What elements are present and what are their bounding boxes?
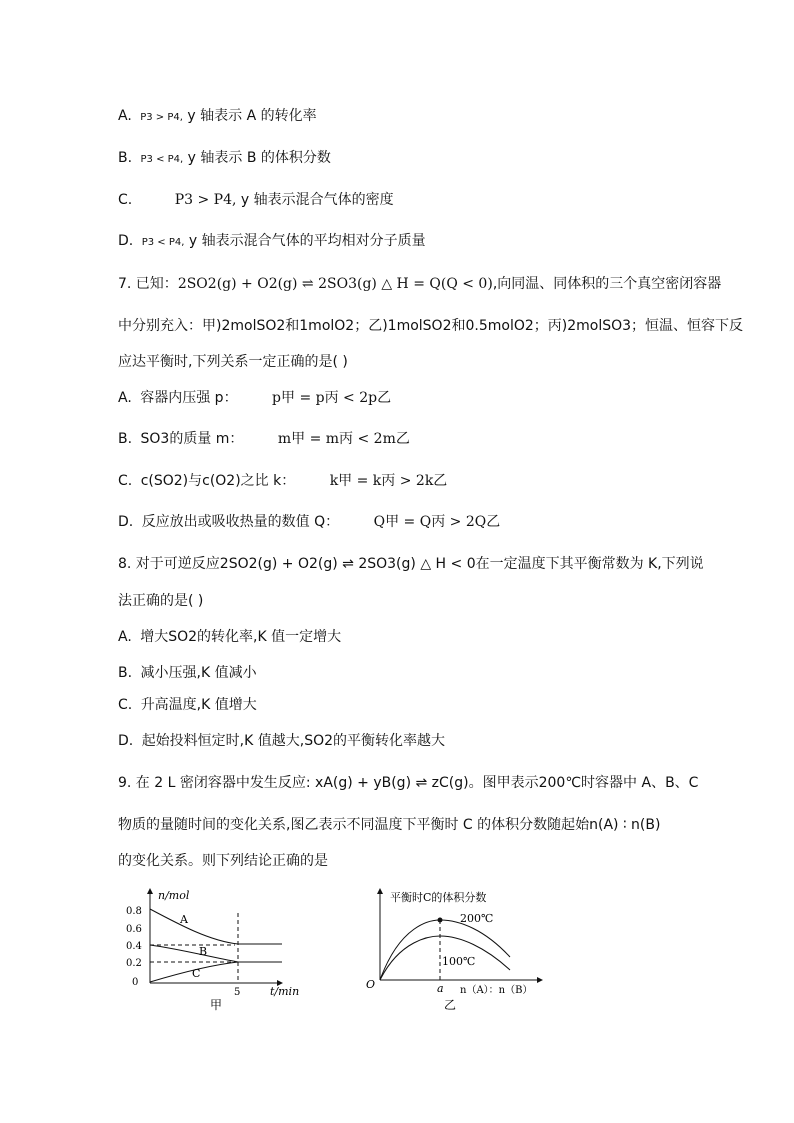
q9-stem-line3: 的变化关系。则下列结论正确的是 bbox=[118, 853, 328, 869]
option-text: SO3的质量 m： bbox=[140, 431, 244, 447]
q6-option-d bbox=[118, 231, 426, 253]
option-text: 起始投料恒定时,K 值越大,SO2的平衡转化率越大 bbox=[141, 733, 446, 749]
q7-equation: 2SO2(g) + O2(g) ⇌ 2SO3(g) △ H = Q(Q < 0) bbox=[177, 276, 493, 292]
curve-b bbox=[150, 945, 282, 962]
option-formula: Q甲 = Q丙 > 2Q乙 bbox=[373, 514, 501, 530]
curve-100-label: 100℃ bbox=[442, 955, 476, 968]
y-tick-0.6: 0.6 bbox=[126, 924, 142, 935]
figure-caption: 甲 bbox=[210, 998, 223, 1012]
curve-b-label: B bbox=[199, 945, 208, 958]
x-axis-label: t/min bbox=[270, 985, 300, 998]
curve-a-label: A bbox=[180, 913, 188, 926]
option-text: y 轴表示 A 的转化率 bbox=[187, 108, 317, 124]
curve-c-label: C bbox=[192, 967, 201, 980]
option-text: y 轴表示混合气体的平均相对分子质量 bbox=[188, 233, 426, 249]
option-text: 减小压强,K 值减小 bbox=[140, 665, 257, 681]
option-condition: P3 > P4, bbox=[174, 192, 237, 208]
q7-option-b bbox=[118, 429, 410, 449]
option-text: 容器内压强 p： bbox=[140, 390, 238, 406]
option-label: B. bbox=[118, 665, 133, 681]
q7-option-d bbox=[118, 512, 500, 532]
option-text: c(SO2)与c(O2)之比 k： bbox=[140, 473, 296, 489]
q6-option-a bbox=[118, 106, 317, 128]
option-formula: p甲 = p丙 < 2p乙 bbox=[272, 390, 392, 406]
q9-stem-line1: 9. 在 2 L 密闭容器中发生反应: xA(g) + yB(g) ⇌ zC(g)。图甲表示200℃时容器中 A、B、C bbox=[118, 775, 699, 791]
figure-caption: 乙 bbox=[444, 998, 457, 1012]
y-axis-label: n/mol bbox=[158, 889, 190, 902]
option-condition: P3 < P4, bbox=[141, 237, 185, 248]
q7-suffix: ,向同温、同体积的三个真空密闭容器 bbox=[492, 276, 722, 292]
y-tick-0.8: 0.8 bbox=[126, 906, 142, 917]
option-label: B. bbox=[118, 431, 133, 447]
x-tick-a: a bbox=[437, 982, 444, 995]
q7-prefix: 7. 已知： bbox=[118, 276, 178, 292]
option-label: A. bbox=[118, 390, 132, 406]
figure-yi bbox=[360, 885, 560, 1015]
y-tick-0.4: 0.4 bbox=[126, 941, 142, 952]
origin-label: O bbox=[366, 978, 376, 991]
q6-option-c bbox=[118, 190, 394, 210]
q7-stem-line1 bbox=[118, 274, 721, 294]
maximum-point bbox=[438, 918, 443, 923]
q8-option-b bbox=[118, 663, 257, 683]
option-label: B. bbox=[118, 150, 133, 166]
figure-jia bbox=[110, 885, 320, 1015]
q7-option-a bbox=[118, 388, 391, 408]
q8-stem-line2: 法正确的是( ) bbox=[118, 593, 204, 609]
option-label: D. bbox=[118, 733, 134, 749]
q7-stem-line3: 应达平衡时,下列关系一定正确的是( ) bbox=[118, 354, 348, 370]
q7-option-c bbox=[118, 471, 447, 491]
q9-stem-line2: 物质的量随时间的变化关系,图乙表示不同温度下平衡时 C 的体积分数随起始n(A) ∶ n(B) bbox=[118, 817, 661, 833]
x-axis-label: n（A）：n（B） bbox=[460, 985, 533, 996]
option-text: 反应放出或吸收热量的数值 Q： bbox=[141, 514, 340, 530]
option-label: C. bbox=[118, 473, 133, 489]
option-formula: k甲 = k丙 > 2k乙 bbox=[329, 473, 448, 489]
option-label: D. bbox=[118, 514, 134, 530]
curve-200 bbox=[380, 920, 510, 980]
y-axis-label: 平衡时C的体积分数 bbox=[390, 891, 487, 904]
q7-stem-line2: 中分别充入：甲)2molSO2和1molO2；乙)1molSO2和0.5molO2；丙)2molSO3；恒温、恒容下反 bbox=[118, 318, 744, 334]
option-text: y 轴表示 B 的体积分数 bbox=[187, 150, 331, 166]
option-condition: P3 < P4, bbox=[140, 154, 184, 165]
option-text: 升高温度,K 值增大 bbox=[140, 697, 257, 713]
q8-option-d bbox=[118, 731, 445, 751]
curve-a bbox=[150, 909, 282, 944]
option-label: C. bbox=[118, 192, 133, 208]
option-text: y 轴表示混合气体的密度 bbox=[240, 192, 394, 208]
option-formula: m甲 = m丙 < 2m乙 bbox=[277, 431, 410, 447]
q8-option-c bbox=[118, 695, 257, 715]
q6-option-b bbox=[118, 148, 331, 170]
option-text: 增大SO2的转化率,K 值一定增大 bbox=[140, 629, 342, 645]
option-label: D. bbox=[118, 233, 134, 249]
y-tick-0.2: 0.2 bbox=[126, 958, 142, 969]
x-tick-5: 5 bbox=[234, 987, 241, 998]
y-tick-0: 0 bbox=[132, 977, 139, 988]
option-label: C. bbox=[118, 697, 133, 713]
option-label: A. bbox=[118, 108, 132, 124]
q8-option-a bbox=[118, 627, 341, 647]
curve-200-label: 200℃ bbox=[460, 912, 494, 925]
option-condition: P3 > P4, bbox=[140, 112, 183, 123]
option-label: A. bbox=[118, 629, 132, 645]
q8-stem-line1: 8. 对于可逆反应2SO2(g) + O2(g) ⇌ 2SO3(g) △ H < 0在一定温度下其平衡常数为 K,下列说 bbox=[118, 556, 704, 572]
